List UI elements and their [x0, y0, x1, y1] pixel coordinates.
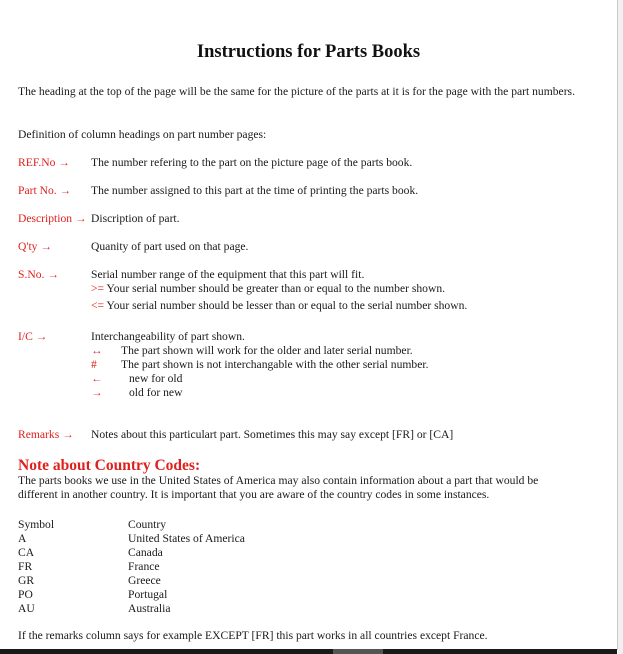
left-arrow-icon: ←: [91, 372, 103, 385]
footer-note: If the remarks column says for example EXCEPT [FR] this part works in all countries except France.: [18, 629, 488, 642]
page-title: Instructions for Parts Books: [196, 42, 421, 62]
code-symbol: A: [18, 532, 27, 545]
definition-desc: Serial number range of the equipment that this part will fit.: [91, 268, 365, 281]
codes-header-country: Country: [128, 518, 167, 531]
definition-label: Q'ty →: [18, 240, 52, 253]
ic-note: [91, 386, 571, 400]
code-symbol: CA: [18, 546, 35, 559]
code-symbol: AU: [18, 602, 35, 615]
code-symbol: PO: [18, 588, 33, 601]
ic-note: [91, 358, 571, 372]
definitions-heading: Definition of column headings on part number pages:: [18, 128, 267, 141]
definition-label: I/C →: [18, 330, 48, 343]
codes-header-symbol: Symbol: [18, 518, 55, 531]
code-country: Canada: [128, 546, 163, 559]
symbol-greater-equal: >=: [91, 282, 105, 295]
serial-note-text: Your serial number should be greater than or equal to the number shown.: [106, 282, 446, 295]
intro-paragraph: The heading at the top of the page will be the same for the picture of the parts at it is for the page with the part numbers.: [18, 85, 575, 98]
code-country: United States of America: [128, 532, 245, 545]
serial-note: [91, 299, 571, 313]
country-codes-paragraph: The parts books we use in the United States of America may also contain information about a part that would be different in another country. It is important that you are aware of the country codes in some instances.: [18, 474, 539, 501]
serial-note: [91, 282, 571, 296]
double-arrow-icon: ↔: [91, 344, 103, 357]
vertical-scrollbar[interactable]: [618, 0, 623, 654]
code-country: Greece: [128, 574, 161, 587]
definition-desc: Interchangeability of part shown.: [91, 330, 245, 343]
code-country: France: [128, 560, 160, 573]
definition-label: REF.No →: [18, 156, 70, 169]
ic-note-text: old for new: [129, 386, 183, 399]
definition-label: Description →: [18, 212, 87, 225]
definition-desc: Discription of part.: [91, 212, 180, 225]
definition-label: S.No. →: [18, 268, 59, 281]
definition-label: Remarks →: [18, 428, 74, 441]
code-symbol: GR: [18, 574, 35, 587]
ic-note-text: The part shown will work for the older and later serial number.: [121, 344, 413, 357]
hash-icon: #: [91, 358, 97, 371]
ic-note: [91, 344, 571, 358]
ic-note-text: The part shown is not interchangable with the other serial number.: [121, 358, 429, 371]
definition-label: Part No. →: [18, 184, 72, 197]
definition-desc: Quanity of part used on that page.: [91, 240, 249, 253]
ic-note: [91, 372, 571, 386]
definition-desc: The number assigned to this part at the time of printing the parts book.: [91, 184, 419, 197]
code-symbol: FR: [18, 560, 33, 573]
scrollbar-thumb[interactable]: [333, 649, 383, 654]
right-arrow-icon: →: [91, 386, 103, 399]
symbol-lesser-equal: <=: [91, 299, 105, 312]
definition-desc: Notes about this particulart part. Sometimes this may say except [FR] or [CA]: [91, 428, 454, 441]
serial-note-text: Your serial number should be lesser than or equal to the serial number shown.: [106, 299, 468, 312]
code-country: Australia: [128, 602, 171, 615]
definition-desc: The number refering to the part on the picture page of the parts book.: [91, 156, 413, 169]
country-codes-heading: Note about Country Codes:: [18, 457, 201, 474]
code-country: Portugal: [128, 588, 168, 601]
ic-note-text: new for old: [129, 372, 183, 385]
horizontal-scrollbar[interactable]: [0, 649, 617, 654]
